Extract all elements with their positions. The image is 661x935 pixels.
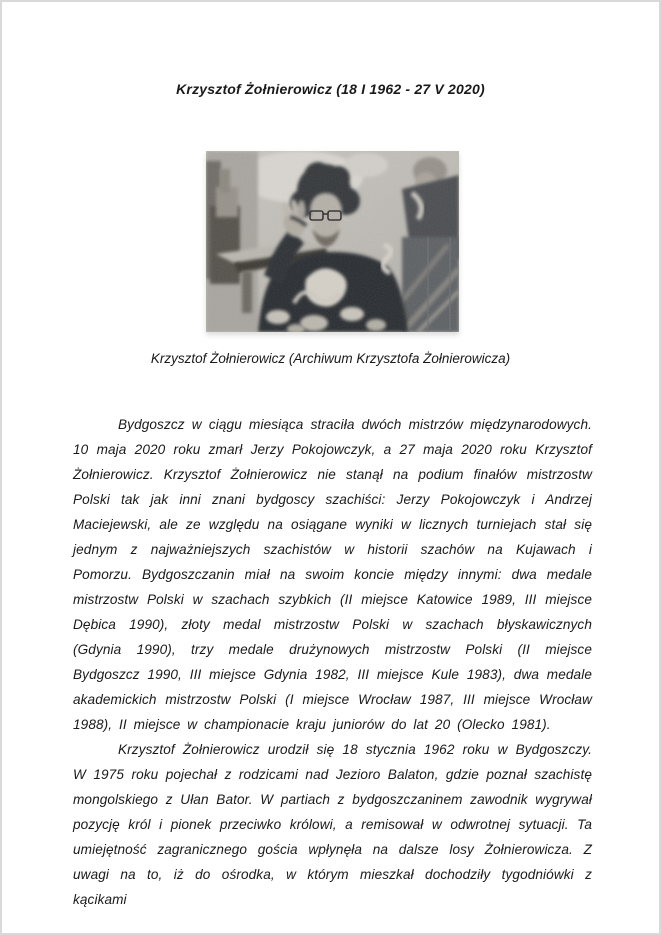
- photo-caption: Krzysztof Żołnierowicz (Archiwum Krzysztofa Żołnierowicza): [150, 351, 511, 366]
- body-paragraph-1: Bydgoszcz w ciągu miesiąca straciła dwóch mistrzów międzynarodowych. 10 maja 2020 roku zmarł Jerzy Pokojowczyk, a 27 maja 2020 roku Krzysztof Żołnierowicz. Krzysztof Żołnierowicz nie stanął na podium finałów mistrzostw Polski tak jak inni znani bydgoscy szachiści: Jerzy Pokojowczyk i Andrzej Maciejewski, ale ze względu na osiągane wyniki w licznych turniejach stał się jednym z najważniejszych szachistów w historii szachów na Kujawach i Pomorzu. Bydgoszczanin miał na swoim koncie między innymi: dwa medale mistrzostw Polski w szachach szybkich (II miejsce Katowice 1989, III miejsce Dębica 1990), złoty medal mistrzostw Polski w szachach błyskawicznych (Gdynia 1990), trzy medale drużynowych mistrzostw Polski (II miejsce Bydgoszcz 1990, III miejsce Gdynia 1982, III miejsce Kule 1983), dwa medale akademickich mistrzostw Polski (I miejsce Wrocław 1987, III miejsce Wrocław 1988), II miejsce w championacie kraju juniorów do lat 20 (Olecko 1981).: [73, 417, 592, 732]
- portrait-photo: [206, 151, 459, 332]
- portrait-photo-image: [206, 151, 459, 332]
- body-paragraph-2: Krzysztof Żołnierowicz urodził się 18 stycznia 1962 roku w Bydgoszczy. W 1975 roku pojechał z rodzicami nad Jezioro Balaton, gdzie poznał szachistę mongolskiego z Ułan Bator. W partiach z bydgoszczaninem zawodnik wygrywał pozycję król i pionek przeciwko królowi, a remisował w odwrotnej sytuacji. Ta umiejętność zagranicznego gościa wpłynęła na dalsze losy Żołnierowicza. Z uwagi na to, iż do ośrodka, w którym mieszkał dochodziły tygodniówki z kącikami: [73, 742, 592, 907]
- document-body: [73, 412, 592, 912]
- document-title: Krzysztof Żołnierowicz (18 I 1962 - 27 V 2020): [176, 81, 485, 97]
